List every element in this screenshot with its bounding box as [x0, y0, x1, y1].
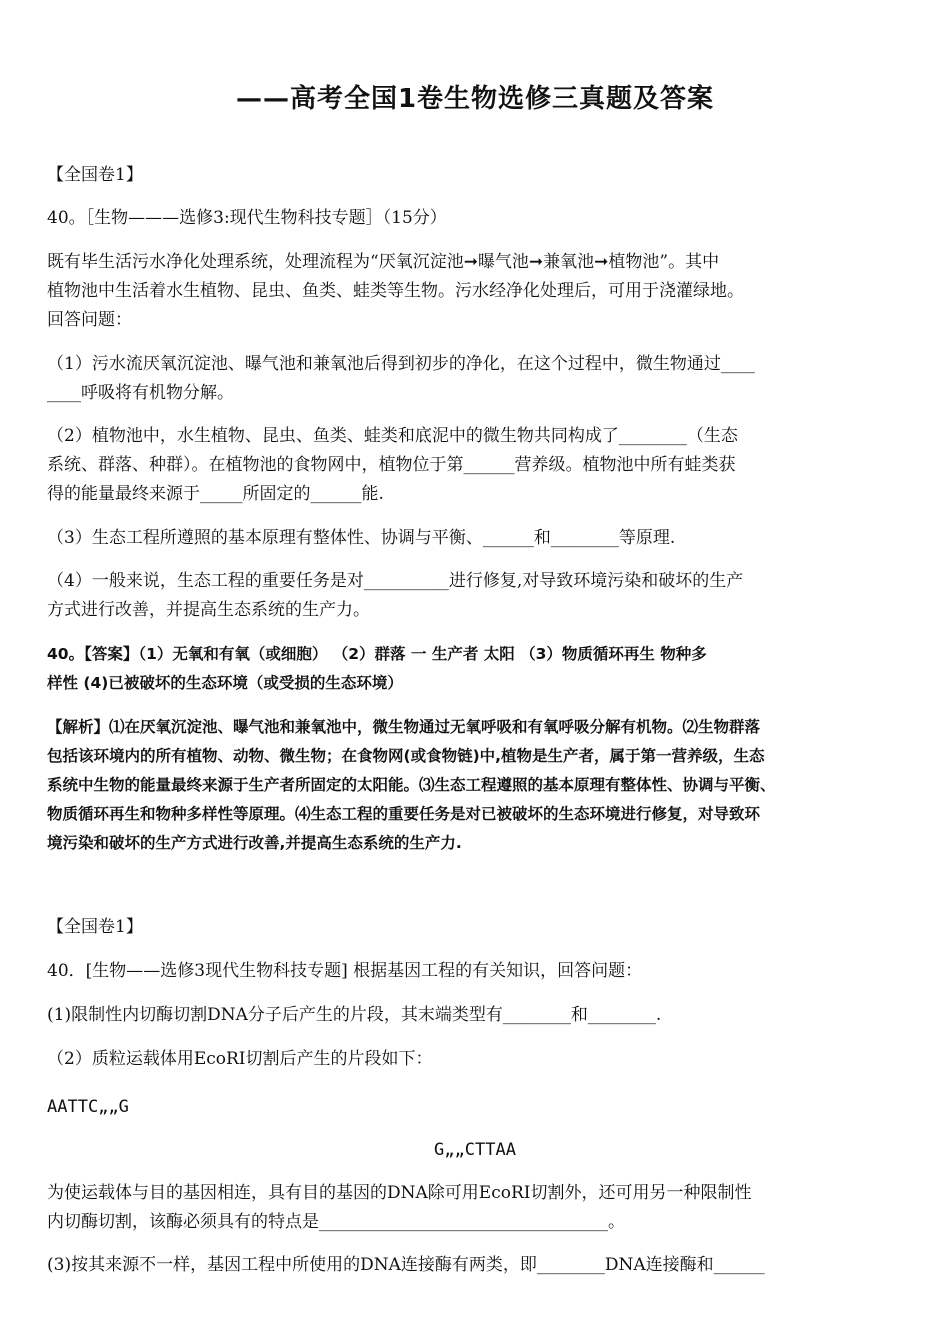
section1-analysis-line: 境污染和破坏的生产方式进行改善,并提高生态系统的生产力. — [47, 834, 462, 852]
section1-header: 【全国卷1】 — [47, 165, 143, 185]
section1-q4-line: （4）一般来说，生态工程的重要任务是对__________进行修复,对导致环境污染和破坏的生产 — [47, 571, 744, 591]
section1-intro-line: 既有毕生活污水净化处理系统，处理流程为“厌氧沉淀池➞曝气池➞兼氧池➞植物池”。其中 — [47, 252, 720, 272]
section2-q1-line: (1)限制性内切酶切割DNA分子后产生的片段，其末端类型有________和________. — [47, 1005, 662, 1025]
section1-q4-line: 方式进行改善，并提高生态系统的生产力。 — [47, 600, 370, 620]
sequence-bottom: G„„CTTAA — [434, 1140, 516, 1160]
section1-q2-line: （2）植物池中，水生植物、昆虫、鱼类、蛙类和底泥中的微生物共同构成了________（生态 — [47, 426, 738, 446]
section1-analysis-line: 物质循环再生和物种多样性等原理。⑷生态工程的重要任务是对已被破坏的生态环境进行修复，对导致环 — [47, 805, 761, 823]
section1-analysis-line: 【解析】⑴在厌氧沉淀池、曝气池和兼氧池中，微生物通过无氧呼吸和有氧呼吸分解有机物。⑵生物群落 — [47, 718, 761, 736]
sequence-top: AATTC„„G — [47, 1097, 129, 1117]
section1-analysis-line: 系统中生物的能量最终来源于生产者所固定的太阳能。⑶生态工程遵照的基本原理有整体性、协调与平衡、 — [47, 776, 776, 794]
section1-question-title: 40。［生物———选修3:现代生物科技专题］（15分） — [47, 208, 447, 228]
section1-q3-line: （3）生态工程所遵照的基本原理有整体性、协调与平衡、______和________等原理. — [47, 528, 676, 548]
section1-q1-line: ____呼吸将有机物分解。 — [47, 383, 234, 403]
section1-intro-line: 回答问题： — [47, 310, 132, 330]
section1-answer-line: 样性 (4)已被破坏的生态环境（或受损的生态环境） — [47, 674, 403, 692]
page-title: ——高考全国1卷生物选修三真题及答案 — [235, 84, 715, 114]
section1-answer-line: 40。【答案】（1）无氧和有氧（或细胞） （2）群落 一 生产者 太阳 （3）物质循环再生 物种多 — [47, 645, 707, 663]
section2-question-title: 40．[生物——选修3现代生物科技专题] 根据基因工程的有关知识，回答问题： — [47, 961, 643, 981]
section1-analysis-line: 包括该环境内的所有植物、动物、微生物；在食物网(或食物链)中,植物是生产者，属于第一营养级，生态 — [47, 747, 765, 765]
section1-q2-line: 系统、群落、种群）。在植物池的食物网中，植物位于第______营养级。植物池中所有蛙类获 — [47, 455, 736, 475]
section2-q2-line: （2）质粒运载体用EcoRⅠ切割后产生的片段如下： — [47, 1049, 433, 1069]
section2-q3-line: (3)按其来源不一样，基因工程中所使用的DNA连接酶有两类，即________DNA连接酶和______ — [47, 1255, 765, 1275]
section2-after-seq-line: 内切酶切割，该酶必须具有的特点是__________________________________。 — [47, 1212, 625, 1232]
section1-intro-line: 植物池中生活着水生植物、昆虫、鱼类、蛙类等生物。污水经净化处理后，可用于浇灌绿地。 — [47, 281, 744, 301]
section2-header: 【全国卷1】 — [47, 917, 143, 937]
section1-q2-line: 得的能量最终来源于_____所固定的______能. — [47, 484, 384, 504]
section1-q1-line: （1）污水流厌氧沉淀池、曝气池和兼氧池后得到初步的净化，在这个过程中，微生物通过____ — [47, 354, 755, 374]
section2-after-seq-line: 为使运载体与目的基因相连，具有目的基因的DNA除可用EcoRⅠ切割外，还可用另一种限制性 — [47, 1183, 752, 1203]
